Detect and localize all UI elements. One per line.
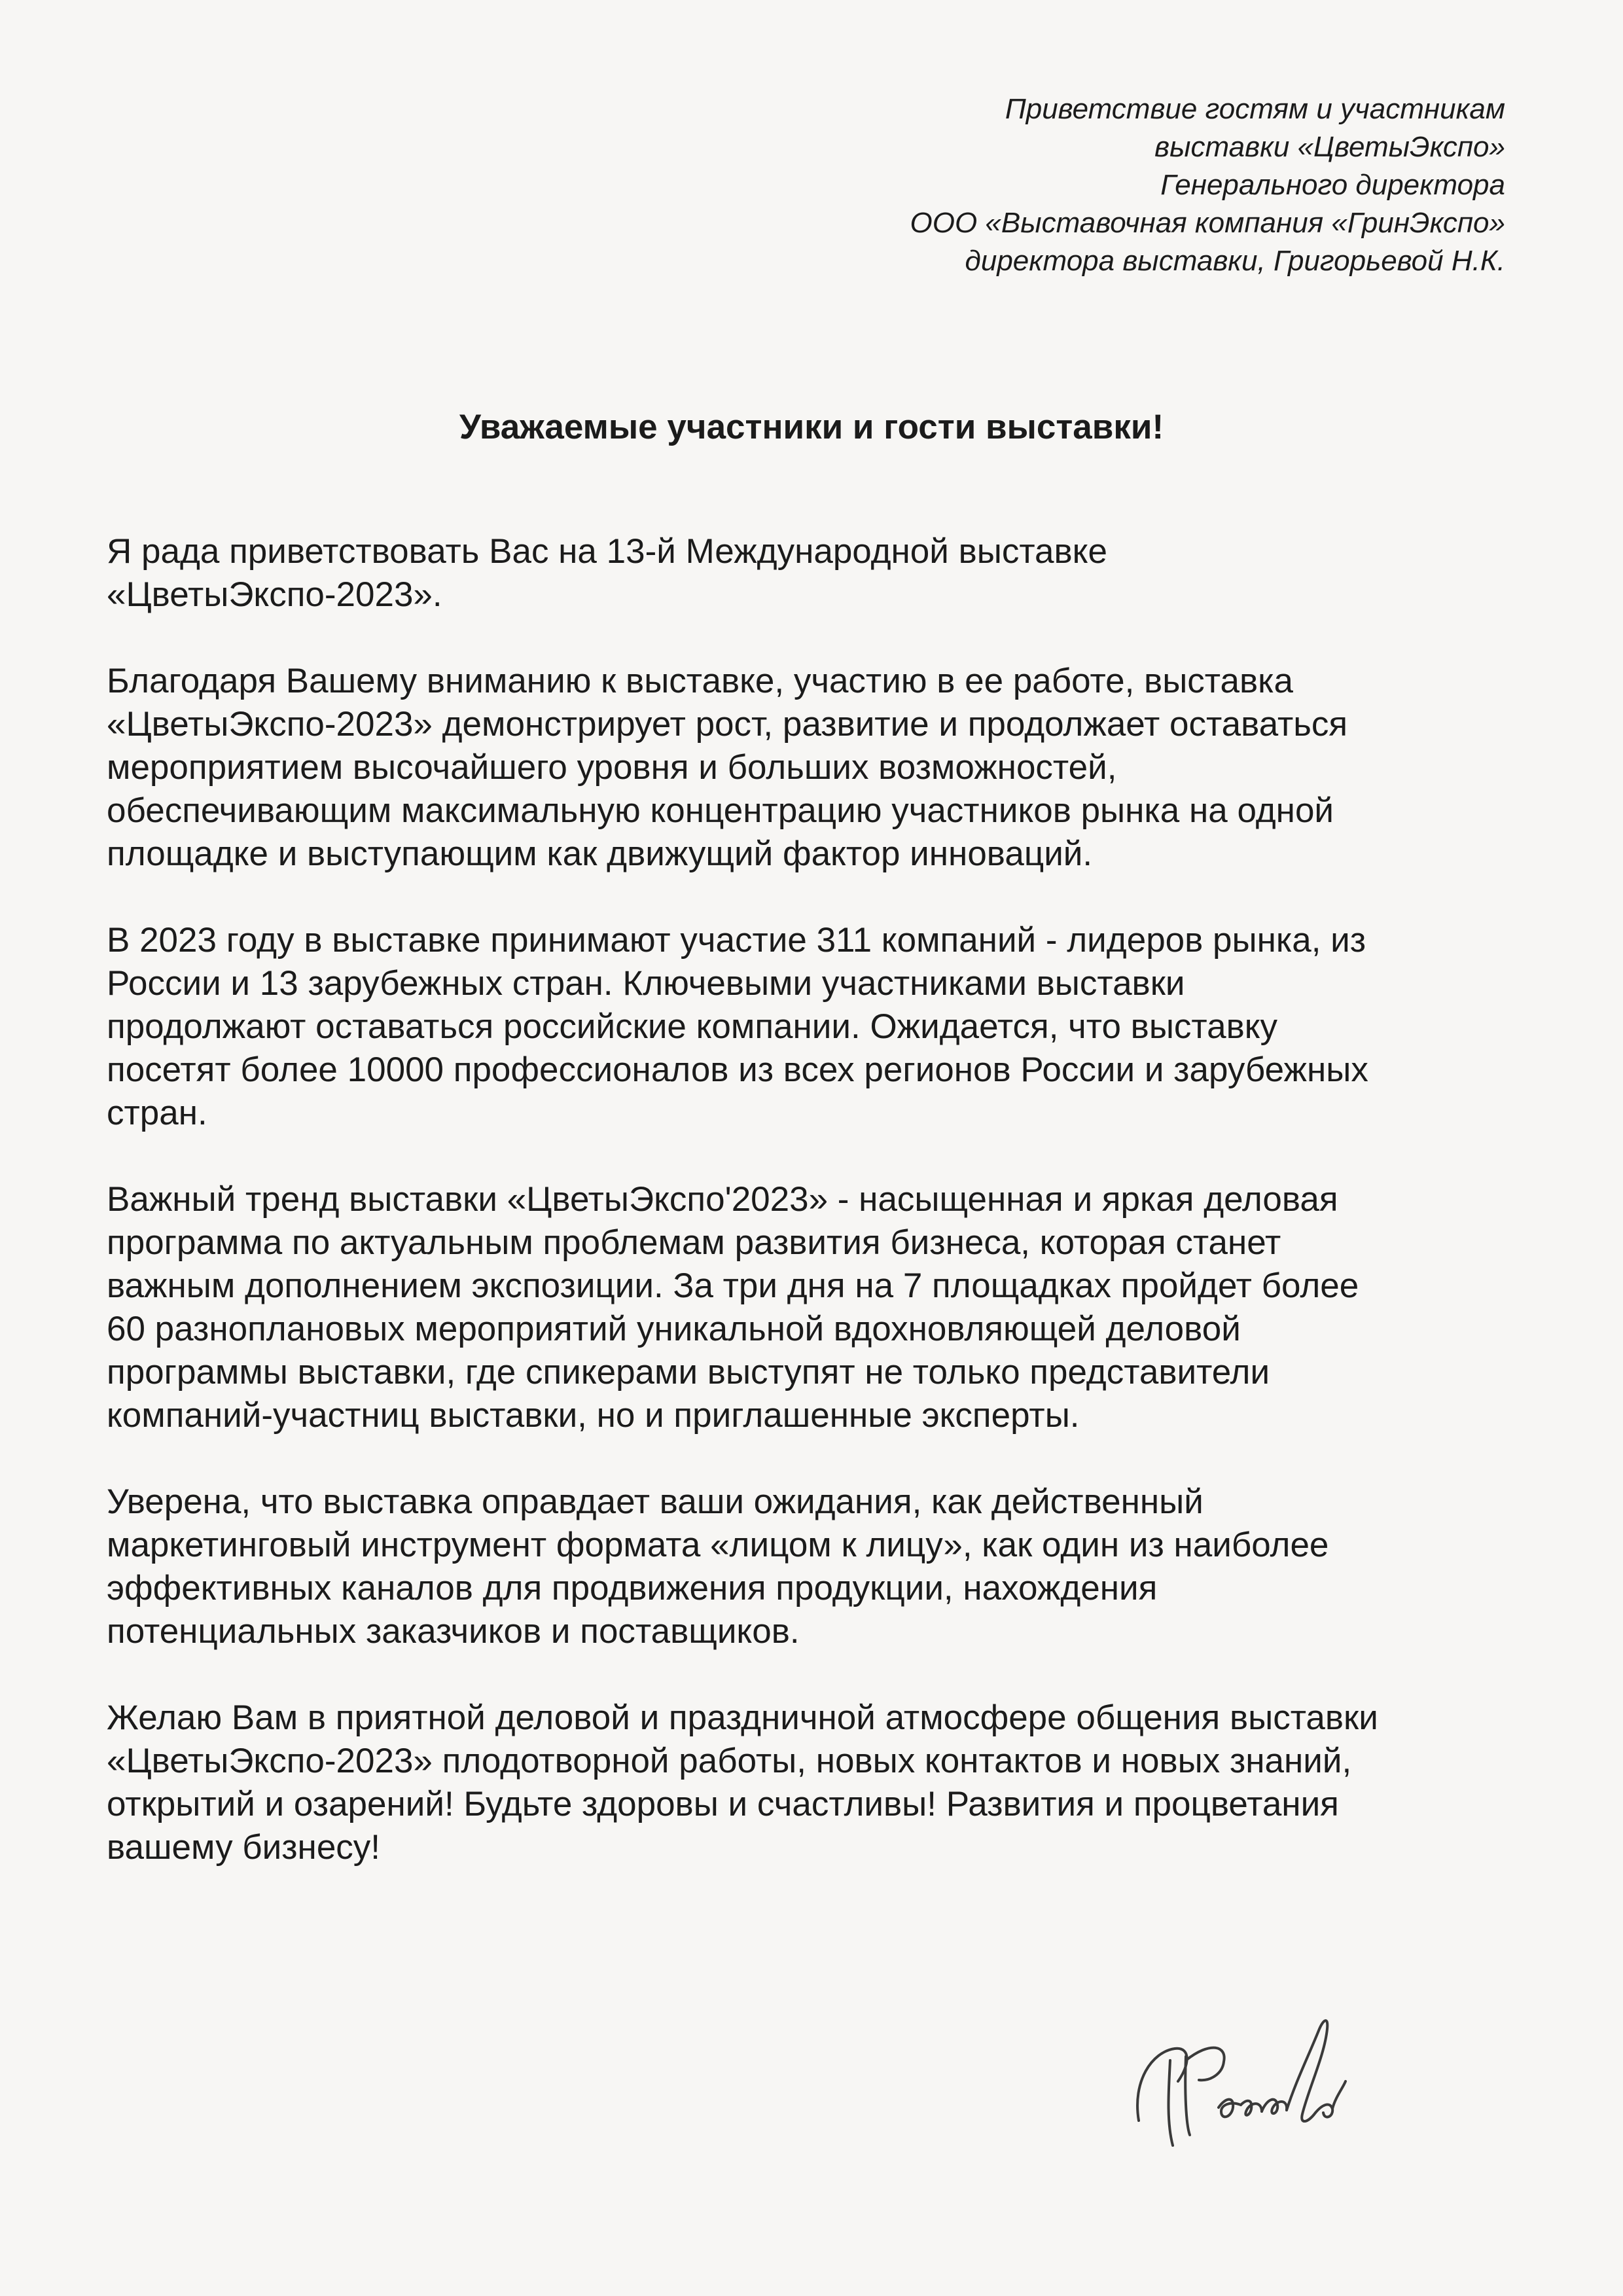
text-line: В 2023 году в выставке принимают участие 311 компаний - лидеров рынка, из <box>107 921 1366 960</box>
text-line: Я рада приветствовать Вас на 13-й Международной выставке <box>107 532 1107 571</box>
text-line: России и 13 зарубежных стран. Ключевыми участниками выставки <box>107 964 1185 1003</box>
addressee-header <box>654 90 1505 280</box>
header-line: Генерального директора <box>1160 169 1505 201</box>
header-line: ООО «Выставочная компания «ГринЭкспо» <box>910 207 1505 239</box>
signature-drawing <box>1113 1983 1400 2179</box>
text-line: эффективных каналов для продвижения продукции, нахождения <box>107 1569 1158 1607</box>
header-line: выставки «ЦветыЭкспо» <box>1154 131 1505 163</box>
text-line: программа по актуальным проблемам развития бизнеса, которая станет <box>107 1223 1281 1262</box>
text-line: «ЦветыЭкспо-2023» демонстрирует рост, развитие и продолжает оставаться <box>107 705 1348 744</box>
paragraph-wishes <box>107 1696 1520 1869</box>
text-line: вашему бизнесу! <box>107 1828 381 1867</box>
text-line: Важный тренд выставки «ЦветыЭкспо'2023» - насыщенная и яркая деловая <box>107 1180 1338 1219</box>
header-line: Приветствие гостям и участникам <box>1005 93 1505 125</box>
text-line: открытий и озарений! Будьте здоровы и счастливы! Развития и процветания <box>107 1785 1339 1823</box>
text-line: Желаю Вам в приятной деловой и праздничной атмосфере общения выставки <box>107 1698 1378 1737</box>
text-line: продолжают оставаться российские компании. Ожидается, что выставку <box>107 1007 1278 1046</box>
text-line: Уверена, что выставка оправдает ваши ожидания, как действенный <box>107 1482 1204 1521</box>
text-line: 60 разноплановых мероприятий уникальной вдохновляющей деловой <box>107 1310 1241 1348</box>
paragraph-expectations <box>107 1480 1520 1653</box>
salutation-heading: Уважаемые участники и гости выставки! <box>459 408 1164 446</box>
text-line: посетят более 10000 профессионалов из всех регионов России и зарубежных <box>107 1050 1368 1089</box>
paragraph-business-program <box>107 1178 1520 1437</box>
text-line: мероприятием высочайшего уровня и больших возможностей, <box>107 748 1117 787</box>
handwritten-signature-icon <box>1113 1983 1400 2179</box>
signature-strokes <box>1137 2020 1346 2145</box>
text-line: стран. <box>107 1094 207 1132</box>
text-line: потенциальных заказчиков и поставщиков. <box>107 1612 800 1651</box>
text-line: «ЦветыЭкспо-2023». <box>107 575 442 614</box>
text-line: обеспечивающим максимальную концентрацию участников рынка на одной <box>107 791 1334 830</box>
text-line: «ЦветыЭкспо-2023» плодотворной работы, новых контактов и новых знаний, <box>107 1742 1352 1780</box>
text-line: важным дополнением экспозиции. За три дня на 7 площадках пройдет более <box>107 1266 1359 1305</box>
letter-body <box>107 530 1520 1912</box>
paragraph-growth <box>107 660 1520 876</box>
paragraph-participants <box>107 919 1520 1135</box>
header-line: директора выставки, Григорьевой Н.К. <box>965 245 1505 277</box>
paragraph-greeting <box>107 530 1520 617</box>
text-line: программы выставки, где спикерами выступят не только представители <box>107 1353 1270 1391</box>
text-line: маркетинговый инструмент формата «лицом к лицу», как один из наиболее <box>107 1526 1329 1564</box>
text-line: Благодаря Вашему вниманию к выставке, участию в ее работе, выставка <box>107 662 1293 700</box>
text-line: площадке и выступающим как движущий фактор инноваций. <box>107 834 1093 873</box>
text-line: компаний-участниц выставки, но и приглашенные эксперты. <box>107 1396 1080 1435</box>
